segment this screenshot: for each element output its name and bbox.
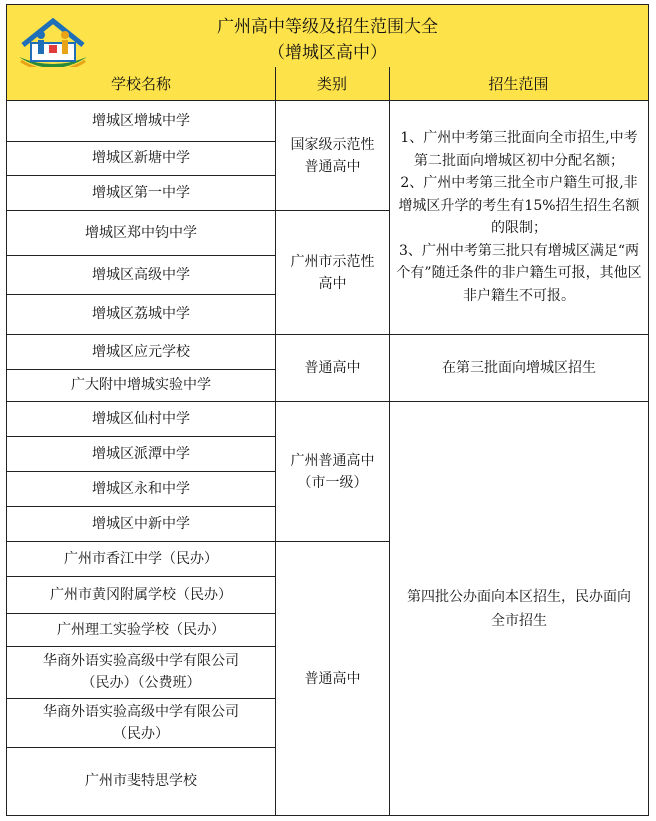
enrollment-table [6,4,649,816]
page-subtitle: （增城区高中） [268,43,387,63]
category-national-model: 国家级示范性 普通高中 [290,136,375,175]
school-name: 增城区中新中学 [92,515,190,532]
school-name: 增城区荔城中学 [92,306,190,322]
header-category: 类别 [275,67,389,101]
school-name: 增城区郑中钧中学 [85,224,197,241]
school-name: 华商外语实验高级中学有限公司 （民办） [43,703,239,742]
category-general-2: 普通高中 [304,670,361,687]
school-name: 广州市香江中学（民办） [64,550,218,567]
range-third-batch: 在第三批面向增城区招生 [442,360,596,376]
range-rules-text: 1、广州中考第三批面向全市招生,中考第二批面向增城区初中分配名额； 2、广州中考第三批全市户籍生可报,非增城区升学的考生有15%招生招生名额的限制； 3、广州中考第三批只有增城区满足“两个有”随迁条件的非户籍生可报，其他区非户籍生不可报。 [396,130,642,304]
page-title: 广州高中等级及招生范围大全 [217,17,438,37]
school-name: 增城区应元学校 [92,343,190,360]
category-city-level: 广州普通高中 （市一级） [290,452,375,491]
category-city-model: 广州市示范性 高中 [290,253,375,292]
header-range: 招生范围 [389,67,648,101]
title-band [7,5,648,68]
school-name: 广州理工实验学校（民办） [57,621,225,638]
school-name: 增城区高级中学 [92,266,190,283]
school-name: 增城区新塘中学 [92,150,190,166]
school-name: 增城区增城中学 [92,113,190,129]
header-school: 学校名称 [7,67,275,101]
school-name: 华商外语实验高级中学有限公司 （民办）（公费班） [43,653,239,691]
range-fourth-batch: 第四批公办面向本区招生，民办面向全市招生 [407,588,631,629]
school-name: 广大附中增城实验中学 [71,377,211,393]
school-name: 广州市黄冈附属学校（民办） [50,586,232,603]
school-name: 广州市斐特思学校 [85,773,197,789]
school-name: 增城区第一中学 [92,184,190,201]
category-general-1: 普通高中 [304,360,361,376]
school-name: 增城区仙村中学 [92,410,190,427]
school-name: 增城区永和中学 [92,480,190,497]
school-name: 增城区派潭中学 [92,445,190,462]
